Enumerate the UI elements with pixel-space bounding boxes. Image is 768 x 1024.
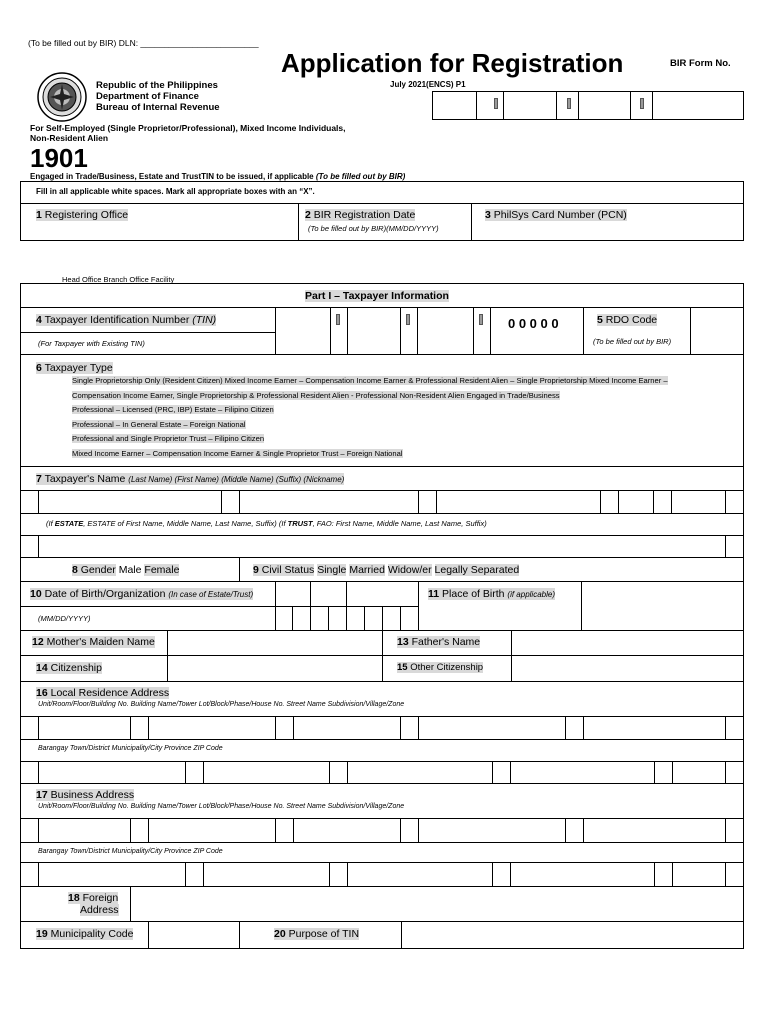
field-20-label: 20 Purpose of TIN bbox=[274, 928, 360, 940]
gender-male[interactable]: Male bbox=[118, 564, 142, 576]
addr-line1-label: Unit/Room/Floor/Building No. Building Name/Tower Lot/Block/Phase/House No. Street Name Subdivision/Village/Zone bbox=[38, 701, 405, 708]
engaged-note: (To be filled out by BIR) bbox=[315, 172, 406, 181]
field-13-label: 13 Father's Name bbox=[397, 636, 481, 648]
field-1-label: 1 Registering Office bbox=[36, 209, 129, 221]
addr-line2-label: Barangay Town/District Municipality/City Province ZIP Code bbox=[38, 745, 223, 752]
field-2-label: 2 BIR Registration Date bbox=[305, 209, 416, 221]
field-17-label: 17 Business Address bbox=[36, 789, 135, 801]
instructions: Fill in all applicable white spaces. Mark all appropriate boxes with an “X”. bbox=[36, 187, 315, 196]
field-4-label: 4 Taxpayer Identification Number (TIN) bbox=[36, 314, 217, 326]
field-3-label: 3 PhilSys Card Number (PCN) bbox=[485, 209, 627, 221]
dln-boxes[interactable] bbox=[432, 91, 744, 120]
field-14-label: 14 Citizenship bbox=[36, 662, 102, 674]
bir-seal-icon bbox=[37, 72, 87, 122]
taxpayer-type-option[interactable]: Compensation Income Earner, Single Proprietorship & Professional Resident Alien - Professional Non-Resident Alien Engaged in Trade/Business bbox=[72, 391, 560, 400]
field-2-note: (To be filled out by BIR)(MM/DD/YYYY) bbox=[308, 224, 439, 233]
estate-note: (If ESTATE, ESTATE of First Name, Middle Name, Last Name, Suffix) (If TRUST, FAO: First Name, Middle Name, Last Name, Suffix) bbox=[46, 519, 487, 528]
agency-line: Republic of the Philippines bbox=[96, 80, 218, 91]
form-label: BIR Form No. bbox=[670, 58, 731, 69]
agency-line: Bureau of Internal Revenue bbox=[96, 102, 220, 113]
field-16-label: 16 Local Residence Address bbox=[36, 687, 170, 699]
dob-format: (MM/DD/YYYY) bbox=[38, 614, 91, 623]
field-15-label: 15 Other Citizenship bbox=[397, 662, 484, 673]
field-8-label: 8 Gender Male Female bbox=[72, 564, 180, 576]
taxpayer-type-option[interactable]: Professional – In General Estate – Foreign National bbox=[72, 420, 246, 429]
part1-title: Part I – Taxpayer Information bbox=[305, 290, 449, 302]
taxpayer-type-option[interactable]: Single Proprietorship Only (Resident Citizen) Mixed Income Earner – Compensation Income Earner & Professional Resident Alien – Single Proprietorship Mixed Income Earner – bbox=[72, 376, 668, 385]
field-18-label-2: Address bbox=[80, 904, 119, 916]
subtitle-1: For Self-Employed (Single Proprietor/Professional), Mixed Income Individuals, bbox=[30, 123, 346, 133]
agency-block bbox=[96, 80, 220, 113]
field-19-label: 19 Municipality Code bbox=[36, 928, 134, 940]
gender-female[interactable]: Female bbox=[144, 564, 180, 576]
civil-married[interactable]: Married bbox=[349, 564, 385, 576]
field-6-label: 6 Taxpayer Type bbox=[36, 362, 113, 374]
field-4-note: (For Taxpayer with Existing TIN) bbox=[38, 339, 145, 348]
civil-widower[interactable]: Widow/er bbox=[387, 564, 432, 576]
biz-addr-line2-label: Barangay Town/District Municipality/City Province ZIP Code bbox=[38, 848, 223, 855]
field-10-label: 10 Date of Birth/Organization (In case of Estate/Trust) bbox=[30, 588, 254, 600]
agency-line: Department of Finance bbox=[96, 91, 199, 102]
field-11-label: 11 Place of Birth (if applicable) bbox=[428, 588, 555, 600]
dln-label: (To be filled out by BIR) DLN: _________________________ bbox=[28, 38, 259, 48]
engaged-text bbox=[30, 172, 405, 181]
field-9-label: 9 Civil Status Single Married Widow/er Legally Separated bbox=[253, 564, 520, 576]
form-number: 1901 bbox=[30, 143, 88, 173]
field-5-label: 5 RDO Code bbox=[597, 314, 658, 326]
form-title: Application for Registration bbox=[281, 48, 624, 78]
form-version: July 2021(ENCS) P1 bbox=[390, 80, 466, 89]
taxpayer-type-option[interactable]: Mixed Income Earner – Compensation Income Earner & Single Proprietor Trust – Foreign National bbox=[72, 449, 403, 458]
civil-separated[interactable]: Legally Separated bbox=[434, 564, 520, 576]
field-18-label: 18 Foreign bbox=[68, 892, 119, 904]
taxpayer-type-option[interactable]: Professional and Single Proprietor Trust – Filipino Citizen bbox=[72, 434, 265, 443]
office-options[interactable]: Head Office Branch Office Facility bbox=[62, 275, 175, 284]
field-5-note: (To be filled out by BIR) bbox=[593, 337, 672, 346]
subtitle-2: Non-Resident Alien bbox=[30, 133, 109, 143]
field-12-label: 12 Mother's Maiden Name bbox=[32, 636, 155, 648]
tin-suffix: 0 0 0 0 0 bbox=[508, 316, 559, 331]
engaged-main: Engaged in Trade/Business, Estate and TrustTIN to be issued, if applicable bbox=[30, 172, 314, 181]
taxpayer-type-option[interactable]: Professional – Licensed (PRC, IBP) Estate – Filipino Citizen bbox=[72, 405, 274, 414]
civil-single[interactable]: Single bbox=[317, 564, 347, 576]
biz-addr-line1-label: Unit/Room/Floor/Building No. Building Name/Tower Lot/Block/Phase/House No. Street Name Subdivision/Village/Zone bbox=[38, 803, 405, 810]
field-7-label: 7 Taxpayer's Name (Last Name) (First Name) (Middle Name) (Suffix) (Nickname) bbox=[36, 473, 345, 485]
